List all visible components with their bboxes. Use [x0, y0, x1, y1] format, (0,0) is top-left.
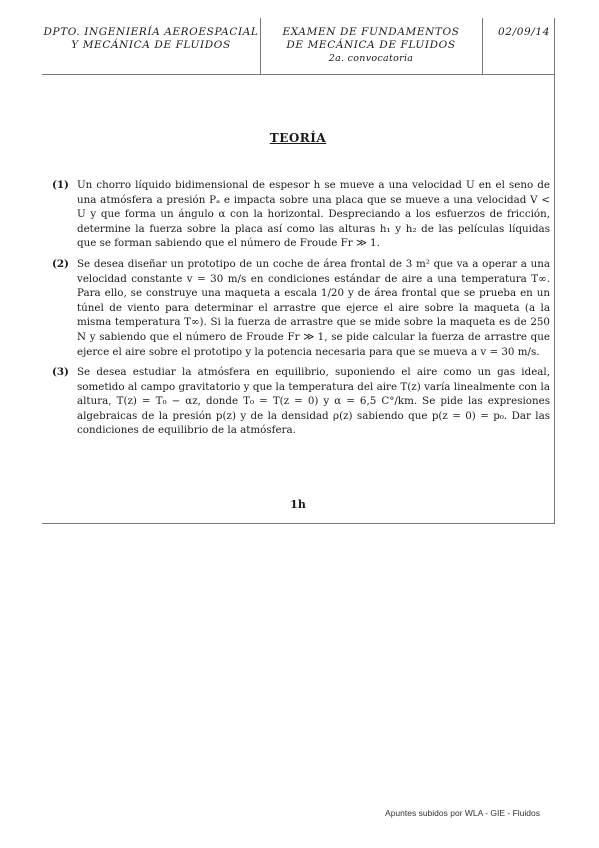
- question-text: Un chorro líquido bidimensional de espesor h se mueve a una velocidad U en el seno de una atmósfera a presión Pₐ e impacta sobre una placa que se mueve a una velocidad V < U y que forma un ángulo α con la horizontal. Despreciando a los esfuerzos de fricción, determine la fuerza sobre la placa así como las alturas h₁ y h₂ de las películas líquidas que se forman sabiendo que el número de Froude Fr ≫ 1.: [77, 179, 550, 250]
- question-number: (3): [52, 366, 69, 378]
- question-3: [52, 365, 550, 438]
- department-line-1: DPTO. INGENIERÍA AEROESPACIAL: [43, 26, 259, 38]
- exam-date: 02/09/14: [498, 26, 550, 38]
- exam-duration: 1h: [290, 498, 306, 511]
- exam-title: [260, 26, 482, 65]
- question-text: Se desea estudiar la atmósfera en equilibrio, suponiendo el aire como un gas ideal, sometido al campo gravitatorio y que la temperatura del aire T(z) varía linealmente con la altura, T(z) = T₀ − αz, donde T₀ = T(z = 0) y α = 6,5 C°/km. Se pide las expresiones algebraicas de la presión p(z) y de la densidad ρ(z) sabiendo que p(z = 0) = p₀. Dar las condiciones de equilibrio de la atmósfera.: [77, 366, 550, 437]
- question-1: [52, 178, 550, 251]
- exam-title-line-1: EXAMEN DE FUNDAMENTOS: [282, 26, 460, 38]
- question-2: [52, 257, 550, 359]
- department-name: [42, 26, 260, 52]
- question-number: (2): [52, 258, 69, 270]
- department-line-2: Y MECÁNICA DE FLUIDOS: [71, 39, 231, 51]
- exam-session: 2a. convocatoria: [328, 53, 414, 64]
- section-title: TEORÍA: [269, 131, 327, 145]
- exam-title-line-2: DE MECÁNICA DE FLUIDOS: [286, 39, 456, 51]
- footer-note: Apuntes subidos por WLA - GIE - Fluidos: [385, 808, 540, 818]
- question-text: Se desea diseñar un prototipo de un coche de área frontal de 3 m² que va a operar a una velocidad constante v = 30 m/s en condiciones estándar de aire a una temperatura T∞. Para ello, se construye una maqueta a escala 1/20 y de área frontal que se prueba en un túnel de viento para determinar el arrastre que ejerce el aire sobre la maqueta (a la misma temperatura T∞). Si la fuerza de arrastre que se mide sobre la maqueta es de 250 N y sabiendo que el número de Froude Fr ≫ 1, se pide calcular la fuerza de arrastre que ejerce el aire sobre el prototipo y la potencia necesaria para que se mueva a v = 30 m/s.: [77, 258, 550, 358]
- exam-frame: [42, 18, 555, 524]
- question-number: (1): [52, 179, 69, 191]
- exam-header: [42, 18, 554, 75]
